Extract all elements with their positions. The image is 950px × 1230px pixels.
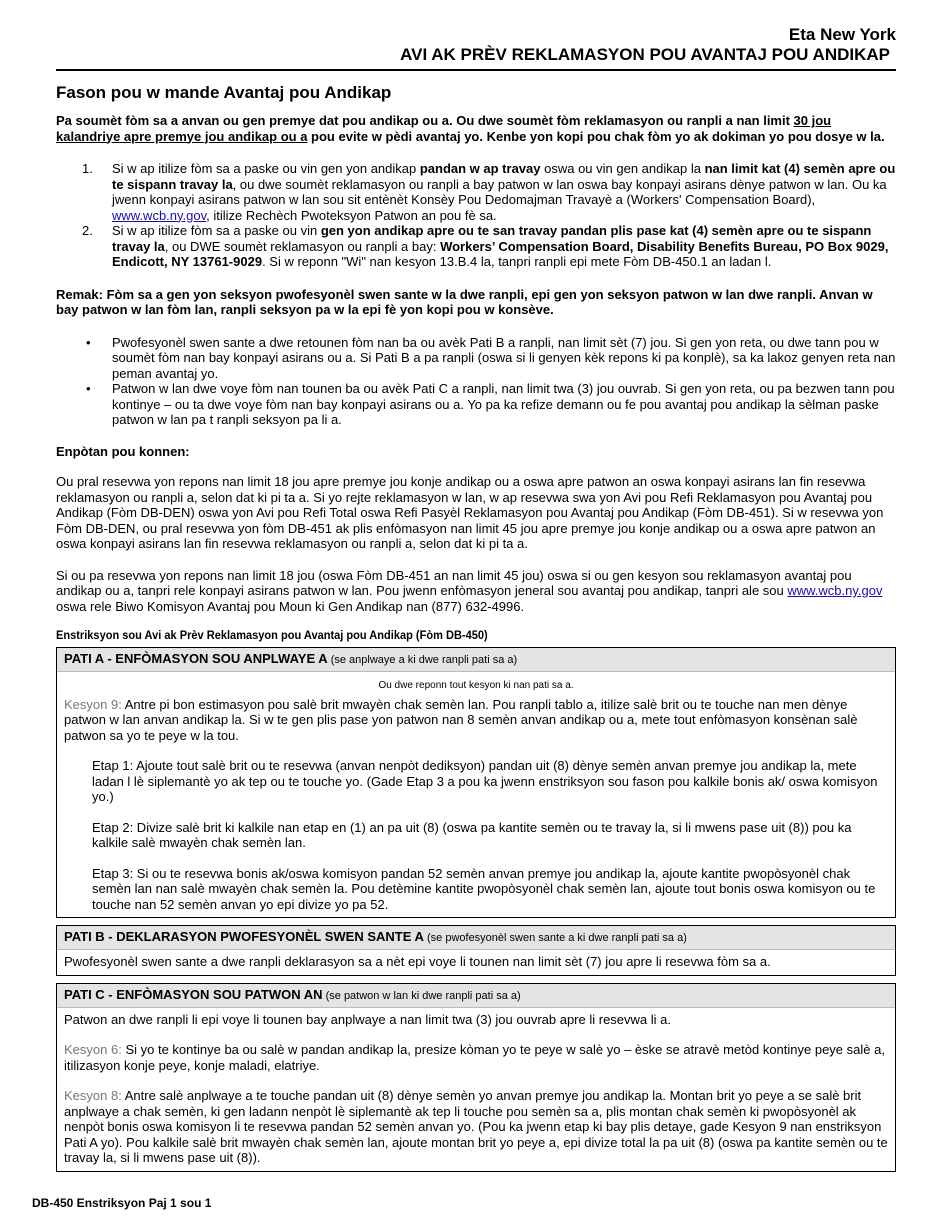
part-a-body xyxy=(57,672,895,918)
bullet-item xyxy=(56,381,896,428)
list-number: 1. xyxy=(82,161,93,176)
document-page xyxy=(56,0,896,1179)
expect-paragraph-2 xyxy=(56,568,896,615)
list-text: oswa ou vin gen andikap la xyxy=(540,161,705,176)
part-b-body xyxy=(57,950,895,975)
list-item xyxy=(56,161,896,223)
page-title: Fason pou w mande Avantaj pou Andikap xyxy=(56,83,392,102)
step-1: Etap 1: Ajoute tout salè brit ou te resevwa (anvan nenpòt dediksyon) pandan uit (8) dènye semèn anvan premye jou andikap la, mete ladan l lè siplemantè yo ak tep ou te touche yo. (Gade Etap 3 a pou ka jwenn enstriksyon sou fason pou kalkile bonis ak/ oswa komisyon yo.) xyxy=(92,758,878,804)
part-c-text: Patwon an dwe ranpli li epi voye li tounen bay anplwaye a nan limit twa (3) jou ouvrab apre li resevwa li a. xyxy=(64,1011,671,1027)
part-a-header xyxy=(57,648,895,672)
question-9 xyxy=(64,697,888,744)
part-b-box xyxy=(56,925,896,976)
expect-text: Si ou pa resevwa yon repons nan limit 18 jou (oswa Fòm DB-451 an nan limit 45 jou) oswa si ou gen kesyon sou reklamasyon avantaj pou andikap ou a, tanpri rele konpayi asirans patwon w lan. Pou jwenn enfòmasyon jeneral sou avantaj pou andikap, tanpri ale sou xyxy=(56,567,852,598)
part-b-title: PATI B - DEKLARASYON PWOFESYONÈL SWEN SANTE A xyxy=(64,929,424,944)
list-text: , itilize Rechèch Pwoteksyon Patwon an pou fè sa. xyxy=(206,207,497,223)
bullet-list xyxy=(56,335,896,428)
list-text: Si w ap itilize fòm sa a paske ou vin xyxy=(112,223,321,238)
intro-text-2: pou evite w pèdi avantaj yo. Kenbe yon kopi pou chak fòm yo ak dokiman yo pou dosye w la. xyxy=(307,128,885,144)
question-text: Antre salè anplwaye a te touche pandan uit (8) dènye semèn yo anvan premye jou andikap la. Montan brit yo peye a se salè brit anplwaye a chak semèn, ki gen ladann nenpòt lè siplemantè ak tep li touche pou semèn sa a, plis montan chak semèn ki pwopòsyonèl ak nenpòt bonis oswa komisyon li te resevwa pandan 52 semèn anvan yo. (Pou ka jwenn etap ki bay plis detaye, gade Kesyon 9 nan enstriksyon Pati A yo). Pou kalkile salè brit mwayèn chak semèn lan, ajoute montan brit yo peye a, epi divize total la pa uit (8) (oswa pa kantite semèn ou te travay la, si li mwens pase uit (8)). xyxy=(64,1088,888,1165)
bullet-icon: • xyxy=(86,381,91,396)
list-bold: pandan w ap travay xyxy=(419,161,541,176)
header-rule xyxy=(56,69,896,71)
part-b-subtitle: (se pwofesyonèl swen sante a ki dwe ranpli pati sa a) xyxy=(423,932,687,944)
list-number: 2. xyxy=(82,223,93,238)
list-text: . Si w reponn "Wi" nan kesyon 13.B.4 la, tanpri ranpli epi mete Fòm DB-450.1 an ladan l. xyxy=(262,254,772,269)
state-name: Eta New York xyxy=(788,25,896,44)
wcb-link[interactable]: www.wcb.ny.gov xyxy=(787,583,883,598)
part-c-box xyxy=(56,983,896,1172)
list-bold: gen yon andikap apre ou te san travay pandan plis pase kat (4) semèn apre ou te sispann travay la xyxy=(112,223,872,254)
question-label: Kesyon 9: xyxy=(64,696,122,712)
part-c-body xyxy=(57,1008,895,1171)
instructions-heading: Enstriksyon sou Avi ak Prèv Reklamasyon pou Avantaj pou Andikap (Fòm DB-450) xyxy=(56,628,488,642)
intro-paragraph xyxy=(56,113,896,144)
question-text: Si yo te kontinye ba ou salè w pandan andikap la, presize kòman yo te peye w salè yo – èske se atravè metòd kontinye peye salè a, itilizasyon konje peye, konje maladi, elatriye. xyxy=(64,1042,885,1073)
step-2: Etap 2: Divize salè brit ki kalkile nan etap en (1) an pa uit (8) (oswa pa kantite semèn ou te travay la, si li mwens pase uit (8)) pou ka kalkile salè mwayèn chak semèn lan. xyxy=(92,819,852,850)
expect-text: oswa rele Biwo Komisyon Avantaj pou Moun ki Gen Andikap nan (877) 632-4996. xyxy=(56,598,525,614)
intro-deadline: 30 jou kalandriye apre premye jou andikap ou a xyxy=(56,113,832,144)
question-label: Kesyon 6: xyxy=(64,1042,122,1057)
part-a-title: PATI A - ENFÒMASYON SOU ANPLWAYE A xyxy=(64,650,328,666)
question-8 xyxy=(64,1088,888,1166)
step-3: Etap 3: Si ou te resevwa bonis ak/oswa komisyon pandan 52 semèn anvan premye jou andikap la, ajoute kantite pwopòsyonèl chak semèn lan nan salè mwayèn chak semèn la. Pou detèmine kantite pwopòsyonèl chak semèn lan, ajoute tout bonis oswa komisyon ou te touche nan 52 semèn anvan yo epi divize yo pa 52. xyxy=(92,865,876,912)
part-c-header xyxy=(57,984,895,1008)
part-a-box xyxy=(56,647,896,919)
list-item xyxy=(56,223,896,270)
part-c-subtitle: (se patwon w lan ki dwe ranpli pati sa a) xyxy=(322,989,521,1002)
part-a-note: Ou dwe reponn tout kesyon ki nan pati sa a. xyxy=(378,679,574,691)
question-6 xyxy=(64,1042,888,1073)
bullet-item xyxy=(56,335,896,382)
part-c-title: PATI C - ENFÒMASYON SOU PATWON AN xyxy=(64,986,323,1002)
question-text: Antre pi bon estimasyon pou salè brit mwayèn chak semèn lan. Pou ranpli tablo a, itilize salè brit ou te touche nan men dènye patwon w lan anvan andikap la. Si w te gen plis pase yon patwon nan 8 semèn anvan andikap ou a, mete tout enfòmasyon konsènan salè patwon sa yo te peye w la tou. xyxy=(64,696,858,743)
part-b-text: Pwofesyonèl swen sante a dwe ranpli deklarasyon sa a nèt epi voye li tounen nan limit sèt (7) jou apre li resevwa fòm sa a. xyxy=(64,954,771,969)
expect-paragraph-1: Ou pral resevwa yon repons nan limit 18 jou apre premye jou konje andikap ou a oswa apre patwon an oswa konpayi asirans lan fin resevwa reklamasyon ou ranpli a, selon dat ki pi ta a. Si yo rejte reklamasyon w lan, w ap resevwa swa yon Avi pou Refi Reklamasyon pou Avantaj pou Andikap (Fòm DB-DEN) oswa yon Avi pou Refi Total oswa Refi Pasyèl Reklamasyon pou Avantaj pou Andikap (Fòm DB-451). Si w resevwa yon Fòm DB-DEN, ou pral resevwa yon fòm DB-451 ak plis enfòmasyon nan limit 45 jou apre premye jou konje andikap ou a oswa apre patwon an oswa konpayi asirans lan fin resevwa reklamasyon ou ranpli a, selon dat ki pi ta a. xyxy=(56,474,884,551)
list-text: , ou dwe soumèt reklamasyon ou ranpli a bay patwon w lan oswa bay konpayi asirans dènye patwon w lan. Ou ka jwenn konpayi asirans patwon w lan sou sit entènèt Konsèy Pou Dedomajman Travayè a (Workers' Compensation Board), xyxy=(112,176,887,207)
part-b-header xyxy=(57,926,895,950)
page-header xyxy=(56,25,896,65)
form-title: AVI AK PRÈV REKLAMASYON POU AVANTAJ POU ANDIKAP xyxy=(400,45,890,64)
list-bold: Workers’ Compensation Board, Disability Benefits Bureau, PO Box 9029, Endicott, NY 13761-9029 xyxy=(112,238,889,269)
remark-paragraph: Remak: Fòm sa a gen yon seksyon pwofesyonèl swen sante w la dwe ranpli, epi gen yon seksyon patwon w lan dwe ranpli. Anvan w bay patwon w lan fòm lan, ranpli seksyon pa w la epi fè yon kopi pou w konsève. xyxy=(56,286,873,317)
page-footer: DB-450 Enstriksyon Paj 1 sou 1 xyxy=(32,1196,212,1210)
part-a-subtitle: (se anplwaye a ki dwe ranpli pati sa a) xyxy=(327,653,518,666)
bullet-icon: • xyxy=(86,334,91,350)
expect-heading: Enpòtan pou konnen: xyxy=(56,443,190,459)
intro-text-1: Pa soumèt fòm sa a anvan ou gen premye dat pou andikap ou a. Ou dwe soumèt fòm reklamasyon ou ranpli a nan limit xyxy=(56,113,794,128)
bullet-text: Patwon w lan dwe voye fòm nan tounen ba ou avèk Pati C a ranpli, nan limit twa (3) jou ouvrab. Si gen yon reta, ou pa bezwen tann pou kontinye – ou ta dwe voye fòm nan bay konpayi asirans ou a. Yo pa ka refize demann ou fe pou avantaj pou andikap la sèlman paske patwon w lan pa t ranpli seksyon pa li a. xyxy=(112,381,895,427)
list-text: , ou DWE soumèt reklamasyon ou ranpli a bay: xyxy=(164,238,441,254)
wcb-link[interactable]: www.wcb.ny.gov xyxy=(112,207,207,223)
list-text: Si w ap itilize fòm sa a paske ou vin gen yon andikap xyxy=(112,161,420,176)
bullet-text: Pwofesyonèl swen sante a dwe retounen fòm nan ba ou avèk Pati B a ranpli, nan limit sèt (7) jou. Si gen yon reta, ou dwe tann pou w soumèt fòm nan bay konpayi asirans ou a. Si Pati B a pa ranpli (oswa si li genyen kèk repons ki pa konplè), sa ka lakoz genyen reta nan peman avantaj yo. xyxy=(112,334,896,381)
list-bold: nan limit kat (4) semèn apre ou te sispann travay la xyxy=(112,161,896,192)
question-label: Kesyon 8: xyxy=(64,1088,122,1103)
submission-list xyxy=(56,161,896,270)
